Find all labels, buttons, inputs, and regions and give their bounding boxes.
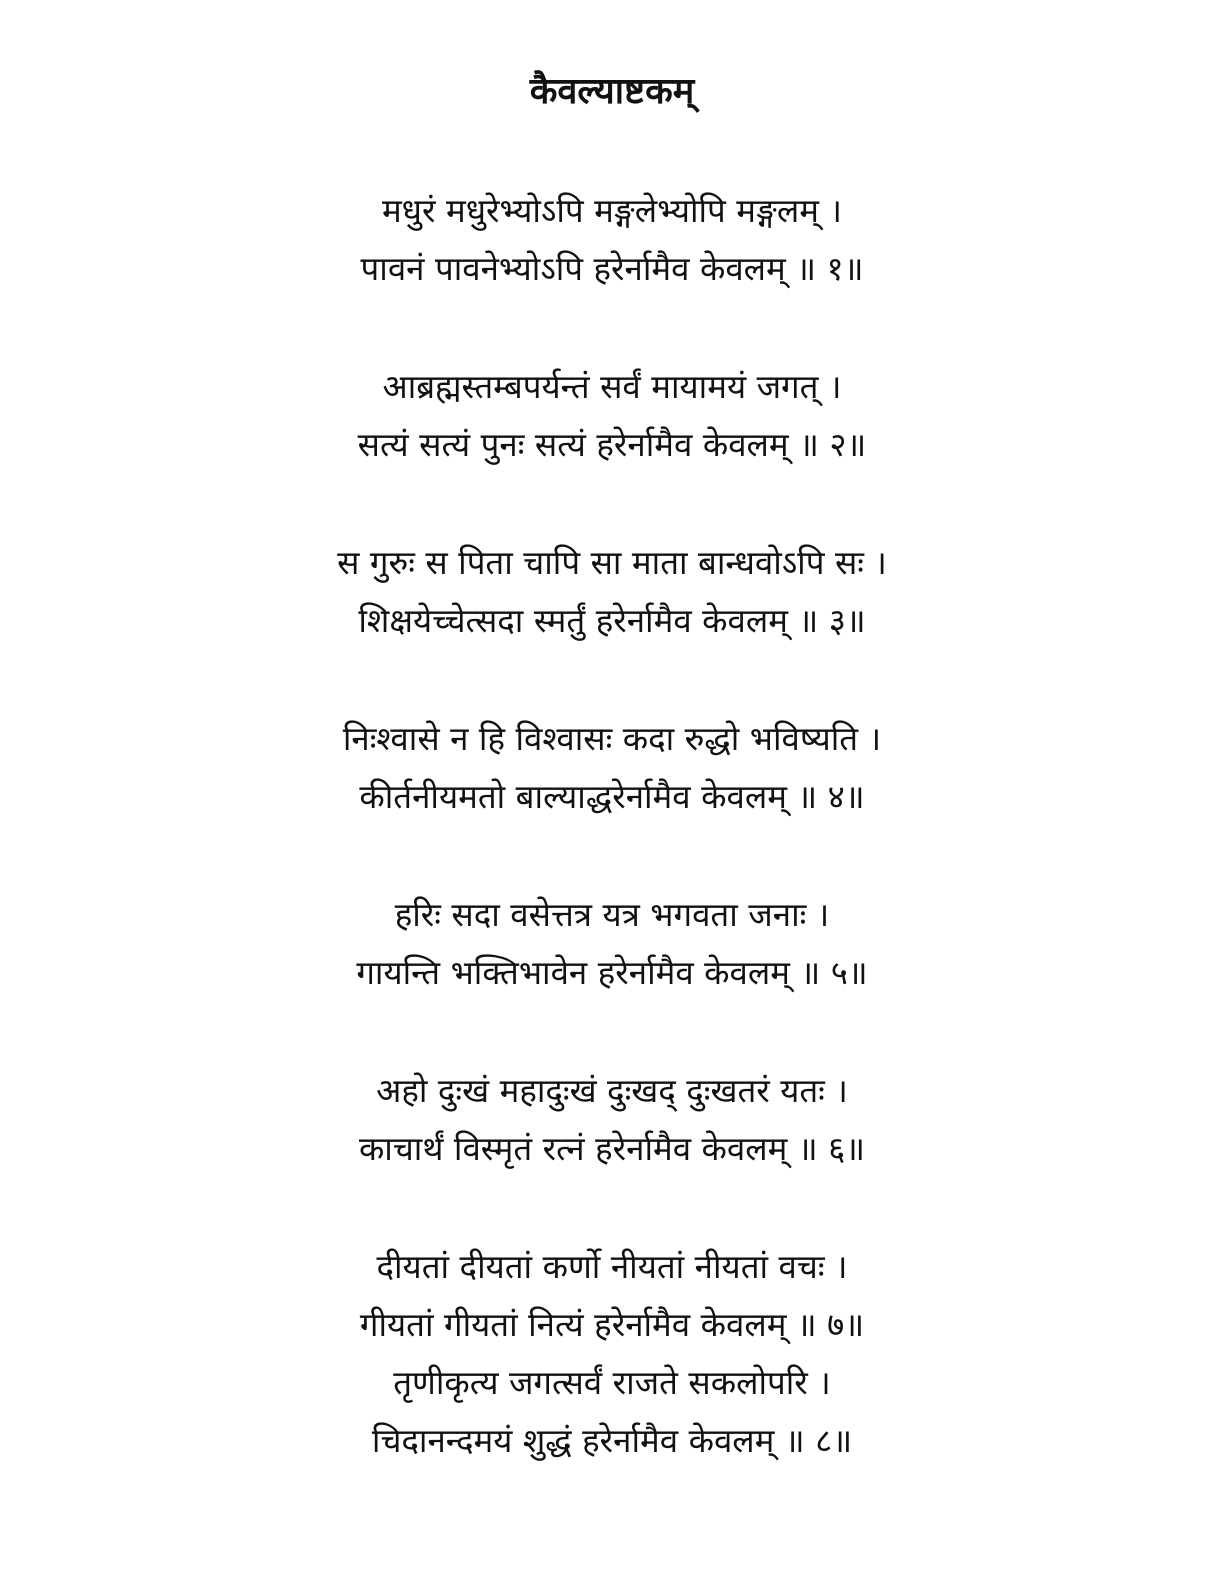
verse-5 bbox=[0, 886, 1224, 1002]
verse-2 bbox=[0, 358, 1224, 474]
verse-line: दीयतां दीयतां कर्णो नीयतां नीयतां वचः । bbox=[376, 1247, 848, 1286]
verse-line: पावनं पावनेभ्योऽपि हरेर्नामैव केवलम् ॥ १॥ bbox=[360, 249, 864, 288]
verse-7 bbox=[0, 1238, 1224, 1354]
verse-8 bbox=[0, 1354, 1224, 1470]
verse-line: शिक्षयेच्चेत्सदा स्मर्तुं हरेर्नामैव केवलम् ॥ ३॥ bbox=[358, 601, 866, 640]
verse-line: आब्रह्मस्तम्बपर्यन्तं सर्वं मायामयं जगत् । bbox=[382, 367, 842, 406]
verse-4 bbox=[0, 710, 1224, 826]
verse-line: अहो दुःखं महादुःखं दुःखद् दुःखतरं यतः । bbox=[376, 1071, 848, 1110]
verse-line: चिदानन्दमयं शुद्धं हरेर्नामैव केवलम् ॥ ८॥ bbox=[371, 1421, 853, 1460]
verse-line: स गुरुः स पिता चापि सा माता बान्धवोऽपि सः । bbox=[337, 543, 887, 582]
verse-line: कीर्तनीयमतो बाल्याद्धरेर्नामैव केवलम् ॥ ४॥ bbox=[359, 777, 865, 816]
verse-line: मधुरं मधुरेभ्योऽपि मङ्गलेभ्योपि मङ्गलम् । bbox=[381, 191, 843, 230]
verse-6 bbox=[0, 1062, 1224, 1178]
document-title: कैवल्याष्टकम् bbox=[529, 71, 695, 112]
verse-line: गायन्ति भक्तिभावेन हरेर्नामैव केवलम् ॥ ५॥ bbox=[356, 953, 868, 992]
verse-line: काचार्थं विस्मृतं रत्नं हरेर्नामैव केवलम् ॥ ६॥ bbox=[358, 1129, 866, 1168]
verse-line: निःश्वासे न हि विश्वासः कदा रुद्धो भविष्यति । bbox=[342, 719, 882, 758]
verse-line: तृणीकृत्य जगत्सर्वं राजते सकलोपरि । bbox=[393, 1363, 831, 1402]
verse-line: सत्यं सत्यं पुनः सत्यं हरेर्नामैव केवलम् ॥ २॥ bbox=[357, 425, 867, 464]
verse-line: हरिः सदा वसेत्तत्र यत्र भगवता जनाः । bbox=[394, 895, 830, 934]
verse-3 bbox=[0, 534, 1224, 650]
verse-list bbox=[0, 182, 1224, 1470]
verse-1 bbox=[0, 182, 1224, 298]
verse-line: गीयतां गीयतां नित्यं हरेर्नामैव केवलम् ॥ ७॥ bbox=[359, 1305, 865, 1344]
